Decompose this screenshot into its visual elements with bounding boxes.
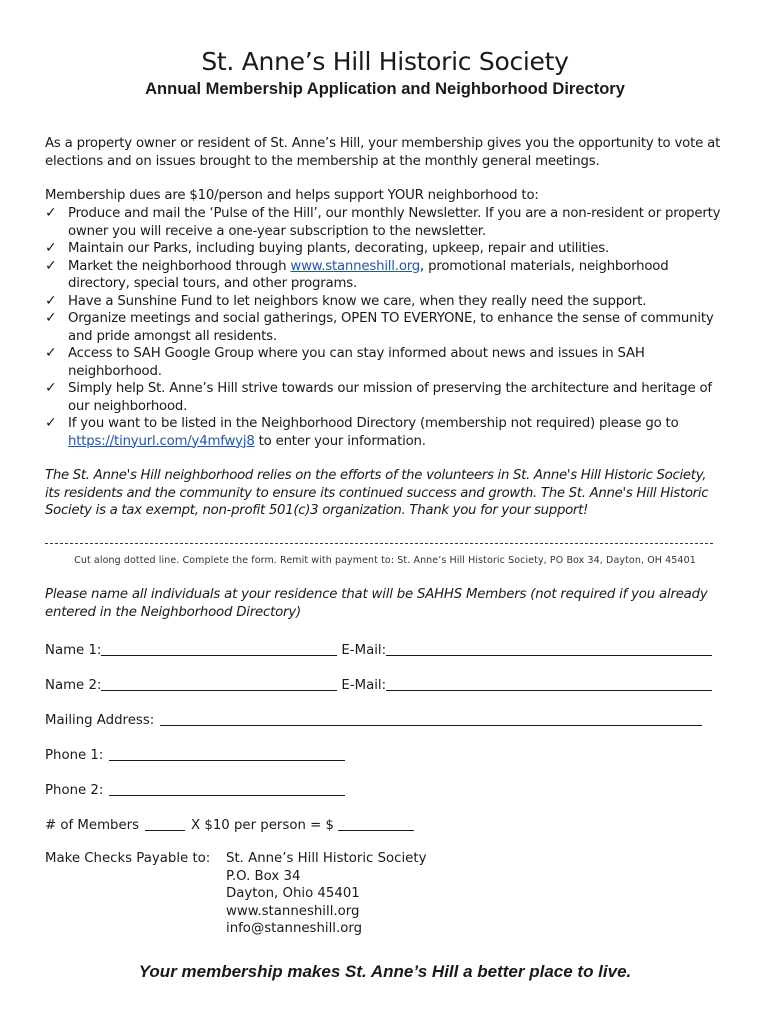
checklist-item: ✓ Produce and mail the ‘Pulse of the Hill’, our monthly Newsletter. If you are a non-resident or property owner you will receive a one-year subscription to the newsletter. bbox=[45, 205, 721, 239]
members-row bbox=[45, 815, 414, 833]
website-link[interactable]: www.stanneshill.org bbox=[290, 258, 421, 274]
name2-row bbox=[45, 675, 712, 693]
checklist-item: ✓ Have a Sunshine Fund to let neighbors know we care, when they really need the support. bbox=[45, 292, 647, 309]
dues-lead: Membership dues are $10/person and helps support YOUR neighborhood to: bbox=[45, 188, 539, 203]
members-label: # of Members bbox=[45, 818, 140, 833]
support-note: The St. Anne's Hill neighborhood relies on the efforts of the volunteers in St. Anne's Hill Historic Society, its residents and the community to ensure its continued success and growth. The St. Anne's Hill Historic Society is a tax exempt, non-profit 501(c)3 organization. Thank you for your support! bbox=[45, 468, 709, 518]
checklist-item: ✓ If you want to be listed in the Neighborhood Directory (membership not required) please go to https://tinyurl.com/y4mfwyj8 to enter your information. bbox=[45, 415, 679, 449]
name2-label: Name 2: bbox=[45, 678, 102, 693]
mailing-address-field[interactable] bbox=[160, 712, 702, 726]
member-count-field[interactable] bbox=[145, 817, 185, 831]
phone1-label: Phone 1: bbox=[45, 748, 104, 763]
name1-row bbox=[45, 640, 712, 658]
address-line: P.O. Box 34 bbox=[226, 868, 301, 884]
form-instructions: Please name all individuals at your residence that will be SAHHS Members (not required if you already entered in the Neighborhood Directory) bbox=[45, 587, 708, 620]
footer-tagline: Your membership makes St. Anne’s Hill a better place to live. bbox=[138, 962, 632, 981]
document-title: St. Anne’s Hill Historic Society bbox=[201, 47, 569, 76]
email2-field[interactable] bbox=[386, 677, 712, 691]
phone2-row bbox=[45, 780, 345, 798]
name1-label: Name 1: bbox=[45, 643, 102, 658]
address-line: info@stanneshill.org bbox=[226, 921, 363, 936]
checklist-item: ✓ Organize meetings and social gatherings, OPEN TO EVERYONE, to enhance the sense of community and pride amongst all residents. bbox=[45, 310, 714, 344]
checkmark-icon: ✓ bbox=[45, 415, 57, 431]
phone1-row bbox=[45, 745, 345, 763]
mailing-label: Mailing Address: bbox=[45, 713, 155, 728]
email1-label: E-Mail: bbox=[341, 643, 387, 658]
checkmark-icon: ✓ bbox=[45, 292, 57, 309]
name1-field[interactable] bbox=[101, 642, 337, 656]
checkmark-icon: ✓ bbox=[45, 380, 57, 396]
email2-label: E-Mail: bbox=[341, 678, 387, 693]
phone1-field[interactable] bbox=[109, 747, 345, 761]
address-line: Dayton, Ohio 45401 bbox=[226, 886, 360, 901]
checkmark-icon: ✓ bbox=[45, 240, 57, 256]
intro-paragraph: As a property owner or resident of St. Anne’s Hill, your membership gives you the opportunity to vote at elections and on issues brought to the membership at the monthly general meetings. bbox=[45, 136, 721, 169]
per-person-label: X $10 per person = $ bbox=[191, 818, 334, 833]
benefits-checklist bbox=[45, 205, 725, 450]
checkmark-icon: ✓ bbox=[45, 205, 57, 221]
phone2-label: Phone 2: bbox=[45, 783, 104, 798]
checkmark-icon: ✓ bbox=[45, 345, 57, 361]
checklist-item: ✓ Access to SAH Google Group where you can stay informed about news and issues in SAH neighborhood. bbox=[45, 345, 645, 379]
name2-field[interactable] bbox=[101, 677, 337, 691]
payable-address bbox=[226, 850, 426, 938]
checklist-item: ✓ Maintain our Parks, including buying plants, decorating, upkeep, repair and utilities. bbox=[45, 240, 610, 256]
phone2-field[interactable] bbox=[109, 782, 345, 796]
total-amount-field[interactable] bbox=[338, 817, 414, 831]
email1-field[interactable] bbox=[386, 642, 712, 656]
address-line: St. Anne’s Hill Historic Society bbox=[226, 851, 427, 866]
payable-label: Make Checks Payable to: bbox=[45, 851, 211, 866]
directory-link[interactable]: https://tinyurl.com/y4mfwyj8 bbox=[68, 433, 255, 449]
checklist-item: ✓ Market the neighborhood through www.stanneshill.org, promotional materials, neighborhood directory, special tours, and other programs. bbox=[45, 257, 669, 291]
cut-instructions: Cut along dotted line. Complete the form. Remit with payment to: St. Anne’s Hill Historic Society, PO Box 34, Dayton, OH 45401 bbox=[74, 555, 696, 566]
address-line: www.stanneshill.org bbox=[226, 903, 360, 919]
checklist-item: ✓ Simply help St. Anne’s Hill strive towards our mission of preserving the architecture and heritage of our neighborhood. bbox=[45, 380, 712, 414]
checkmark-icon: ✓ bbox=[45, 257, 57, 274]
document-subtitle: Annual Membership Application and Neighborhood Directory bbox=[145, 80, 625, 98]
cut-line-divider bbox=[45, 543, 713, 544]
mailing-row bbox=[45, 710, 702, 728]
checkmark-icon: ✓ bbox=[45, 310, 57, 326]
